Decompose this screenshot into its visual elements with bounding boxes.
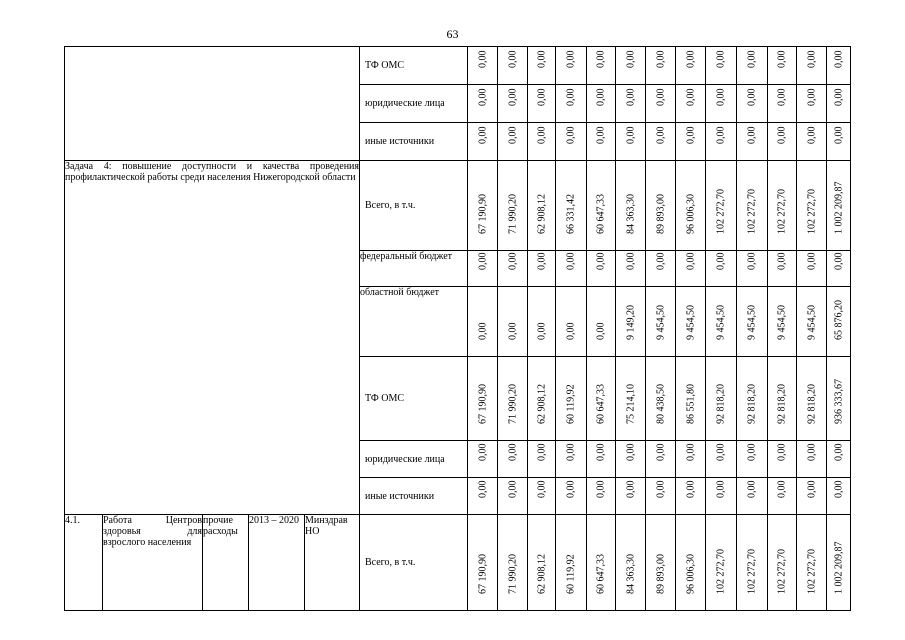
value-cell: 0,00: [595, 50, 607, 68]
value-cell: 0,00: [746, 480, 758, 498]
value-cell: 1 002 209,87: [833, 181, 844, 234]
value-cell: 0,00: [685, 50, 696, 68]
value-cell: 60 647,33: [595, 384, 607, 424]
value-cell: 0,00: [507, 88, 518, 106]
value-cell: 96 006,30: [685, 194, 696, 234]
value-cell: 0,00: [806, 480, 817, 498]
value-cell: 0,00: [833, 88, 844, 106]
value-cell: 102 272,70: [715, 189, 727, 234]
value-cell: 62 908,12: [536, 194, 547, 234]
value-cell: 0,00: [595, 252, 607, 270]
value-cell: 86 551,80: [685, 384, 696, 424]
value-cell: 84 363,30: [625, 194, 636, 234]
value-cell: 0,00: [625, 252, 636, 270]
value-cell: 102 272,70: [746, 189, 758, 234]
value-cell: 62 908,12: [536, 384, 547, 424]
task-description: Задача 4: повышение доступности и качества проведения профилактической работы среди населения Нижегородской области: [65, 161, 360, 515]
value-cell: 92 818,20: [746, 384, 758, 424]
value-cell: 67 190,90: [477, 554, 488, 594]
value-cell: 0,00: [685, 126, 696, 144]
value-cell: 71 990,20: [507, 194, 518, 234]
value-cell: 0,00: [746, 50, 758, 68]
value-cell: 0,00: [776, 443, 788, 461]
source-label: областной бюджет: [360, 287, 468, 357]
value-cell: 0,00: [655, 126, 666, 144]
value-cell: 0,00: [715, 480, 727, 498]
value-cell: 60 119,92: [565, 554, 577, 594]
value-cell: 9 454,50: [806, 305, 817, 340]
value-cell: 0,00: [536, 252, 547, 270]
value-cell: 0,00: [685, 443, 696, 461]
value-cell: 60 647,33: [595, 554, 607, 594]
value-cell: 0,00: [536, 88, 547, 106]
source-label: юридические лица: [360, 441, 468, 478]
value-cell: 102 272,70: [776, 549, 788, 594]
value-cell: 0,00: [507, 50, 518, 68]
value-cell: 102 272,70: [806, 549, 817, 594]
item-name: Работа Центров здоровья для взрослого населения: [103, 515, 203, 611]
value-cell: 62 908,12: [536, 554, 547, 594]
value-cell: 0,00: [655, 88, 666, 106]
value-cell: 0,00: [776, 88, 788, 106]
value-cell: 0,00: [715, 443, 727, 461]
value-cell: 0,00: [565, 443, 577, 461]
value-cell: 0,00: [806, 88, 817, 106]
source-label: юридические лица: [360, 85, 468, 123]
value-cell: 0,00: [536, 480, 547, 498]
value-cell: 92 818,20: [806, 384, 817, 424]
value-cell: 0,00: [565, 50, 577, 68]
table-row: [65, 161, 851, 251]
value-cell: 75 214,10: [625, 384, 636, 424]
value-cell: 9 454,50: [746, 305, 758, 340]
value-cell: 89 893,00: [655, 554, 666, 594]
value-cell: 0,00: [595, 126, 607, 144]
value-cell: 9 454,50: [685, 305, 696, 340]
table-row: [65, 47, 851, 85]
source-label: Всего, в т.ч.: [360, 515, 468, 611]
value-cell: 0,00: [655, 252, 666, 270]
value-cell: 0,00: [477, 50, 488, 68]
value-cell: 89 893,00: [655, 194, 666, 234]
value-cell: 0,00: [595, 88, 607, 106]
value-cell: 0,00: [833, 126, 844, 144]
value-cell: 0,00: [655, 443, 666, 461]
value-cell: 71 990,20: [507, 384, 518, 424]
value-cell: 60 647,33: [595, 194, 607, 234]
item-period: 2013 – 2020: [249, 515, 305, 611]
value-cell: 0,00: [685, 480, 696, 498]
page-number: 63: [446, 27, 459, 41]
value-cell: 0,00: [625, 88, 636, 106]
value-cell: 66 331,42: [565, 194, 577, 234]
value-cell: 102 272,70: [776, 189, 788, 234]
value-cell: 0,00: [507, 322, 518, 340]
value-cell: 0,00: [655, 480, 666, 498]
value-cell: 0,00: [536, 50, 547, 68]
source-label: Всего, в т.ч.: [360, 161, 468, 251]
value-cell: 0,00: [685, 88, 696, 106]
value-cell: 0,00: [806, 443, 817, 461]
value-cell: 1 002 209,87: [833, 541, 844, 594]
value-cell: 0,00: [806, 252, 817, 270]
source-label: федеральный бюджет: [360, 251, 468, 287]
budget-table: [64, 46, 851, 611]
value-cell: 102 272,70: [715, 549, 727, 594]
value-cell: 0,00: [595, 322, 607, 340]
value-cell: 0,00: [565, 252, 577, 270]
value-cell: 0,00: [685, 252, 696, 270]
value-cell: 0,00: [715, 88, 727, 106]
value-cell: 92 818,20: [776, 384, 788, 424]
value-cell: 0,00: [833, 252, 844, 270]
value-cell: 92 818,20: [715, 384, 727, 424]
value-cell: 65 876,20: [833, 300, 844, 340]
value-cell: 0,00: [595, 443, 607, 461]
value-cell: 9 454,50: [655, 305, 666, 340]
value-cell: 0,00: [625, 480, 636, 498]
task-cell-empty: [65, 47, 360, 161]
value-cell: 60 119,92: [565, 384, 577, 424]
source-label: иные источники: [360, 478, 468, 515]
table-row: [65, 515, 851, 611]
value-cell: 102 272,70: [806, 189, 817, 234]
value-cell: 0,00: [715, 50, 727, 68]
source-label: иные источники: [360, 123, 468, 161]
value-cell: 0,00: [477, 322, 488, 340]
value-cell: 0,00: [595, 480, 607, 498]
value-cell: 0,00: [565, 126, 577, 144]
value-cell: 84 363,30: [625, 554, 636, 594]
value-cell: 0,00: [715, 252, 727, 270]
value-cell: 0,00: [565, 322, 577, 340]
value-cell: 0,00: [776, 126, 788, 144]
value-cell: 96 006,30: [685, 554, 696, 594]
value-cell: 0,00: [806, 50, 817, 68]
value-cell: 0,00: [833, 50, 844, 68]
value-cell: 0,00: [507, 126, 518, 144]
value-cell: 0,00: [625, 443, 636, 461]
value-cell: 71 990,20: [507, 554, 518, 594]
value-cell: 0,00: [746, 126, 758, 144]
value-cell: 0,00: [507, 443, 518, 461]
value-cell: 0,00: [776, 252, 788, 270]
item-number: 4.1.: [65, 515, 103, 611]
value-cell: 0,00: [746, 252, 758, 270]
value-cell: 0,00: [565, 480, 577, 498]
value-cell: 9 149,20: [625, 305, 636, 340]
value-cell: 0,00: [625, 126, 636, 144]
value-cell: 0,00: [507, 252, 518, 270]
value-cell: 0,00: [776, 50, 788, 68]
value-cell: 0,00: [806, 126, 817, 144]
value-cell: 67 190,90: [477, 194, 488, 234]
value-cell: 9 454,50: [715, 305, 727, 340]
value-cell: 0,00: [833, 480, 844, 498]
value-cell: 0,00: [536, 443, 547, 461]
value-cell: 0,00: [715, 126, 727, 144]
source-label: ТФ ОМС: [360, 47, 468, 85]
source-label: ТФ ОМС: [360, 357, 468, 441]
value-cell: 0,00: [776, 480, 788, 498]
value-cell: 0,00: [507, 480, 518, 498]
value-cell: 80 438,50: [655, 384, 666, 424]
value-cell: 0,00: [477, 252, 488, 270]
value-cell: 0,00: [477, 88, 488, 106]
value-cell: 0,00: [625, 50, 636, 68]
value-cell: 0,00: [746, 443, 758, 461]
value-cell: 0,00: [477, 443, 488, 461]
item-executor: Минздрав НО: [305, 515, 360, 611]
value-cell: 936 333,67: [833, 379, 844, 424]
value-cell: 0,00: [536, 322, 547, 340]
value-cell: 102 272,70: [746, 549, 758, 594]
value-cell: 0,00: [477, 126, 488, 144]
value-cell: 0,00: [833, 443, 844, 461]
value-cell: 0,00: [746, 88, 758, 106]
item-category: прочие расходы: [203, 515, 249, 611]
value-cell: 9 454,50: [776, 305, 788, 340]
value-cell: 67 190,90: [477, 384, 488, 424]
value-cell: 0,00: [477, 480, 488, 498]
value-cell: 0,00: [536, 126, 547, 144]
value-cell: 0,00: [565, 88, 577, 106]
value-cell: 0,00: [655, 50, 666, 68]
